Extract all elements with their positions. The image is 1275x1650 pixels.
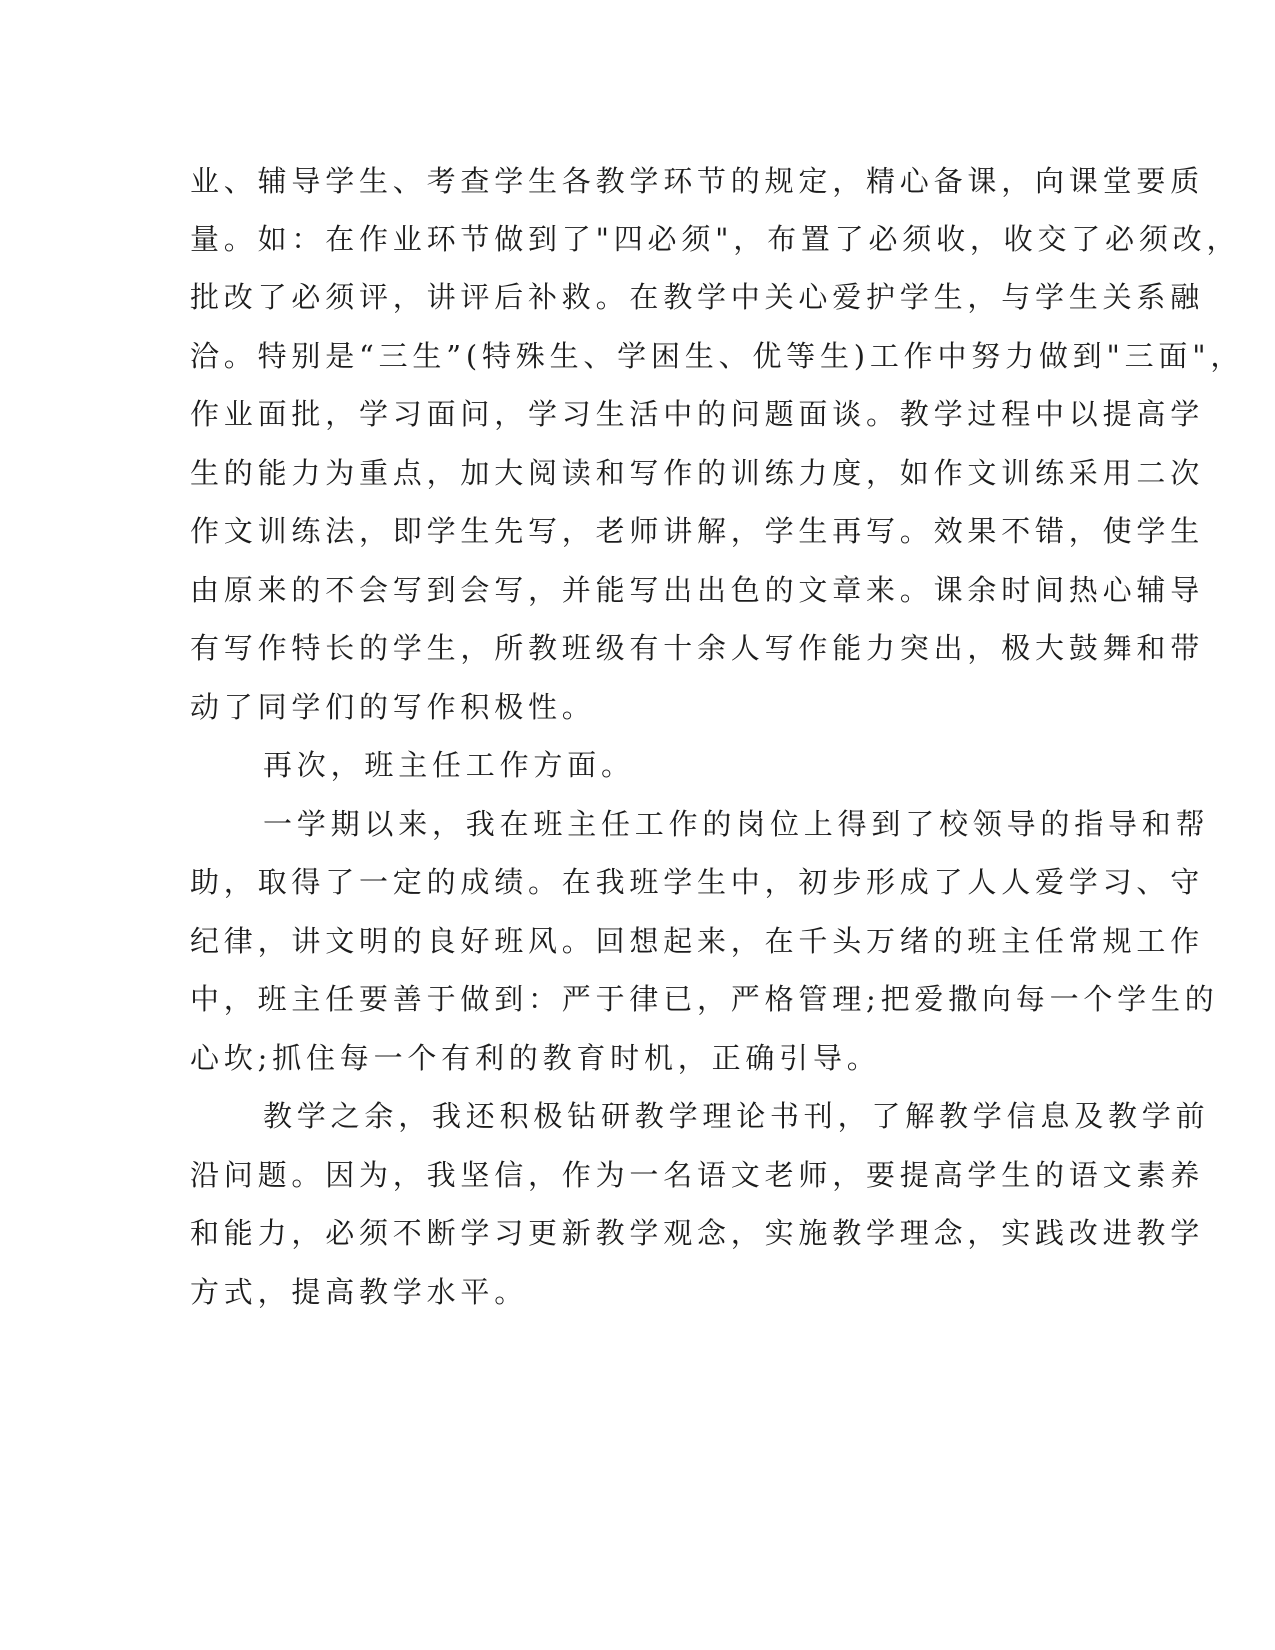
text-line: 由原来的不会写到会写，并能写出出色的文章来。课余时间热心辅导	[190, 573, 1205, 607]
text-line: 洽。特别是“三生”(特殊生、学困生、优等生)工作中努力做到"三面"，	[190, 339, 1245, 373]
section-heading: 再次，班主任工作方面。	[263, 748, 635, 782]
text-line: 助，取得了一定的成绩。在我班学生中，初步形成了人人爱学习、守	[190, 865, 1205, 899]
text-line: 有写作特长的学生，所教班级有十余人写作能力突出，极大鼓舞和带	[190, 631, 1205, 665]
text-line: 一学期以来，我在班主任工作的岗位上得到了校领导的指导和帮	[263, 807, 1210, 841]
text-line: 教学之余，我还积极钻研教学理论书刊，了解教学信息及教学前	[263, 1099, 1210, 1133]
text-line: 作文训练法，即学生先写，老师讲解，学生再写。效果不错，使学生	[190, 514, 1205, 548]
text-line: 沿问题。因为，我坚信，作为一名语文老师，要提高学生的语文素养	[190, 1158, 1205, 1192]
text-line: 和能力，必须不断学习更新教学观念，实施教学理念，实践改进教学	[190, 1216, 1205, 1250]
text-line: 批改了必须评，讲评后补救。在教学中关心爱护学生，与学生关系融	[190, 280, 1205, 314]
text-line: 心坎;抓住每一个有利的教育时机，正确引导。	[190, 1041, 881, 1075]
text-line: 生的能力为重点，加大阅读和写作的训练力度，如作文训练采用二次	[190, 456, 1205, 490]
text-line: 纪律，讲文明的良好班风。回想起来，在千头万绪的班主任常规工作	[190, 924, 1205, 958]
text-line: 中，班主任要善于做到：严于律已，严格管理;把爱撒向每一个学生的	[190, 982, 1219, 1016]
text-line: 量。如：在作业环节做到了"四必须"，布置了必须收，收交了必须改，	[190, 222, 1241, 256]
text-line: 动了同学们的写作积极性。	[190, 690, 596, 724]
text-line: 业、辅导学生、考查学生各教学环节的规定，精心备课，向课堂要质	[190, 164, 1205, 198]
text-line: 作业面批，学习面问，学习生活中的问题面谈。教学过程中以提高学	[190, 397, 1205, 431]
text-line: 方式，提高教学水平。	[190, 1275, 529, 1309]
